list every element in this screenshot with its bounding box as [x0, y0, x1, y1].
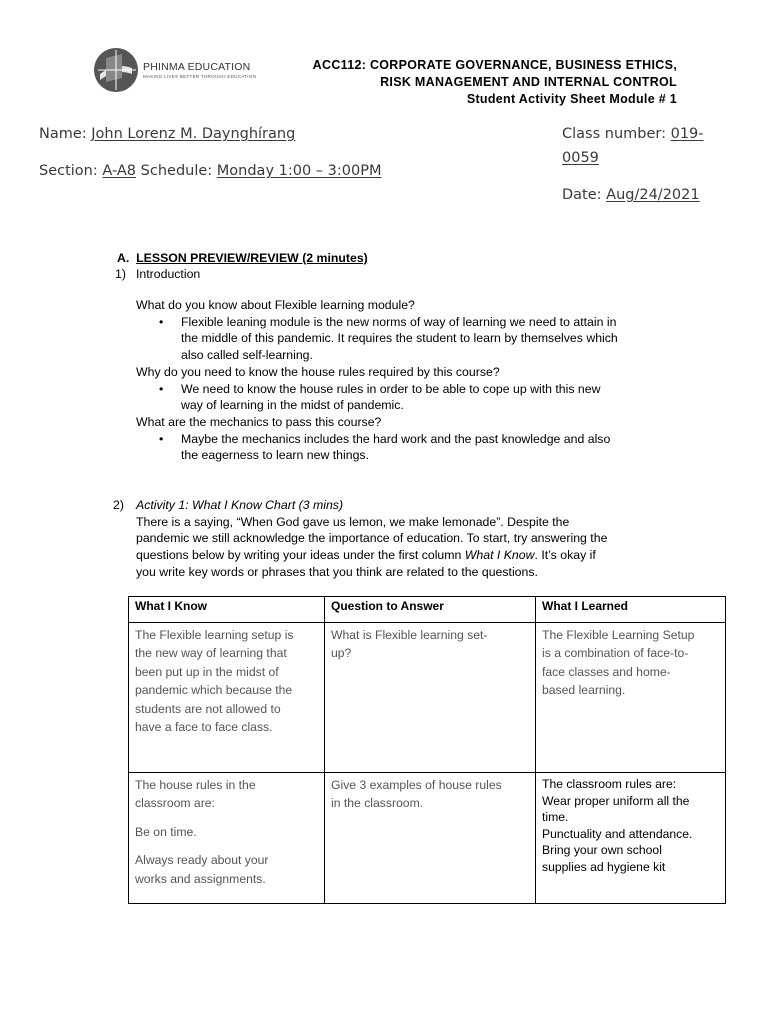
header-line-2: RISK MANAGEMENT AND INTERNAL CONTROL — [380, 75, 677, 89]
cell-line: up? — [331, 646, 352, 661]
answer-3-list — [136, 431, 696, 464]
question-3: What are the mechanics to pass this course? — [136, 414, 382, 429]
answer-1-line: also called self-learning. — [181, 348, 313, 363]
question-cell — [325, 773, 536, 904]
logo-tagline: MAKING LIVES BETTER THROUGH EDUCATION — [143, 74, 257, 79]
question-2: Why do you need to know the house rules required by this course? — [136, 364, 500, 379]
question-1: What do you know about Flexible learning module? — [136, 298, 415, 312]
intro-qa — [136, 297, 696, 464]
schedule-value: Monday 1:00 – 3:00PM — [216, 163, 382, 179]
cell-line: Give 3 examples of house rules — [331, 778, 502, 792]
cell-line: The Flexible learning setup is — [135, 628, 294, 642]
logo-emblem-page — [106, 54, 122, 82]
column-header: What I Know — [129, 597, 325, 623]
item-1-number: 1) — [115, 267, 126, 281]
section-a-heading — [117, 250, 368, 267]
class-number-value-1: 019- — [670, 126, 704, 142]
cell-line: Always ready about your — [135, 853, 269, 868]
answer-3-line: Maybe the mechanics includes the hard work and the past knowledge and also — [181, 431, 611, 446]
cell-line: works and assignments. — [135, 871, 266, 886]
cell-line: What is Flexible learning set- — [331, 628, 488, 642]
name-label: Name: — [39, 126, 92, 142]
cell-line: The Flexible Learning Setup — [542, 628, 695, 642]
date-value: Aug/24/2021 — [606, 187, 700, 203]
table-header-row — [129, 597, 726, 623]
cell-line: pandemic which because the — [135, 683, 293, 698]
class-number-value-2: 0059 — [562, 150, 599, 166]
cell-line: the new way of learning that — [135, 646, 287, 661]
question-cell — [325, 623, 536, 773]
cell-line: classroom are: — [135, 796, 215, 811]
section-schedule-field — [39, 163, 381, 179]
section-a-title: LESSON PREVIEW/REVIEW (2 minutes) — [136, 251, 368, 265]
bullet: • — [159, 381, 164, 396]
column-header: Question to Answer — [325, 597, 536, 623]
activity-para-line: pandemic we still acknowledge the importance of education. To start, try answering the — [136, 531, 608, 546]
cell-line: have a face to face class. — [135, 720, 273, 735]
answer-1-line: the middle of this pandemic. It requires the student to learn by themselves which — [181, 331, 618, 346]
cell-line: students are not allowed to — [135, 701, 281, 716]
class-number-label: Class number: — [562, 126, 671, 142]
activity-title — [136, 497, 696, 514]
cell-line: supplies ad hygiene kit — [542, 859, 666, 874]
answer-3-line: the eagerness to learn new things. — [181, 448, 369, 463]
cell-paragraph — [135, 776, 318, 813]
cell-line: been put up in the midst of — [135, 664, 279, 679]
bullet: • — [159, 431, 164, 446]
date-label: Date: — [562, 187, 607, 203]
column-header: What I Learned — [536, 597, 726, 623]
date-field — [562, 187, 700, 203]
answer-2-line: way of learning in the midst of pandemic. — [181, 398, 404, 413]
what-i-know-chart — [128, 596, 726, 904]
cell-line: Bring your own school — [542, 843, 662, 858]
answer-2 — [136, 381, 696, 414]
item-2-number: 2) — [113, 498, 124, 512]
cell-paragraph — [135, 851, 318, 888]
cell-paragraph: Be on time. — [135, 824, 197, 839]
activity-para-line: There is a saying, “When God gave us lemon, we make lemonade”. Despite the — [136, 514, 570, 529]
answer-2-list — [136, 381, 696, 414]
section-label: Section: — [39, 163, 103, 179]
answer-1-line: Flexible leaning module is the new norms of way of learning we need to attain in — [181, 314, 617, 329]
cell-line: Wear proper uniform all the — [542, 793, 690, 808]
cell-line: The house rules in the — [135, 778, 256, 792]
name-value: John Lorenz M. Daynghírang — [91, 126, 296, 142]
what-i-know-cell — [129, 773, 325, 904]
header-line-3: Student Activity Sheet Module # 1 — [466, 92, 677, 106]
activity-para-italic: What I Know — [464, 548, 535, 563]
item-1-label: Introduction — [136, 267, 201, 281]
what-i-learned-cell — [536, 773, 726, 904]
cell-line: in the classroom. — [331, 796, 424, 811]
activity-title-text: Activity 1: What I Know Chart (3 mins) — [136, 498, 344, 512]
class-number-field — [562, 126, 704, 142]
activity-para-line: you write key words or phrases that you think are related to the questions. — [136, 564, 538, 579]
name-field — [39, 126, 295, 142]
cell-line: time. — [542, 810, 569, 825]
what-i-learned-cell — [536, 623, 726, 773]
activity-1 — [136, 497, 696, 581]
schedule-label: Schedule: — [136, 163, 217, 179]
answer-2-line: We need to know the house rules in order to be able to cope up with this new — [181, 381, 601, 396]
answer-1 — [136, 314, 696, 364]
activity-para-line — [136, 547, 696, 564]
answer-1-list — [136, 314, 696, 364]
activity-para-text: questions below by writing your ideas under the first column — [136, 548, 465, 563]
activity-para-text: . It’s okay if — [534, 548, 596, 563]
section-value: A-A8 — [102, 163, 137, 179]
cell-line: is a combination of face-to- — [542, 646, 689, 661]
what-i-know-cell — [129, 623, 325, 773]
cell-line: Punctuality and attendance. — [542, 826, 693, 841]
section-a-letter: A. — [117, 251, 130, 265]
class-number-field-cont — [562, 150, 599, 166]
table-row — [129, 623, 726, 773]
header-line-1: ACC112: CORPORATE GOVERNANCE, BUSINESS ETHICS, — [312, 58, 677, 72]
bullet: • — [159, 314, 164, 329]
answer-3 — [136, 431, 696, 464]
cell-line: based learning. — [542, 683, 626, 698]
table-row — [129, 773, 726, 904]
cell-line: face classes and home- — [542, 664, 671, 679]
logo-name: PHINMA EDUCATION — [143, 61, 251, 73]
cell-line: The classroom rules are: — [542, 777, 677, 791]
